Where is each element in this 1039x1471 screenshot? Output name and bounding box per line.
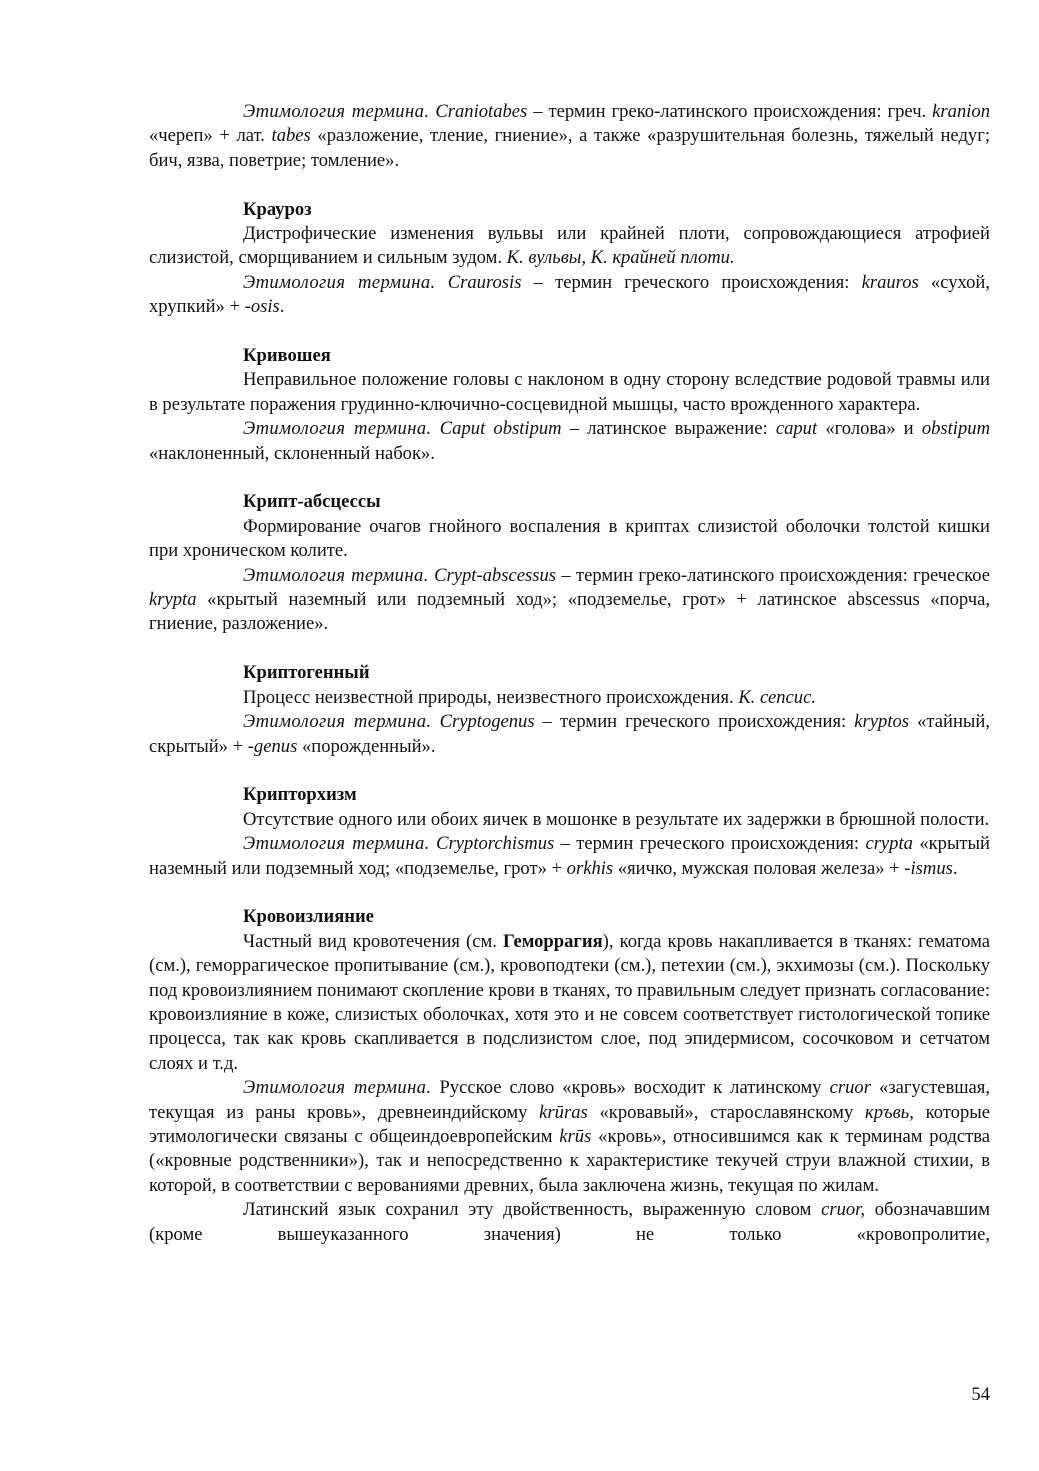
italic-term: Cryptogenus [439, 711, 535, 733]
text-run: обозначавшим (кроме вышеуказанного значения) не только «кровопролитие, [149, 1199, 990, 1245]
text-run: Частный вид кровотечения (см. [243, 930, 504, 952]
text-run: «кровавый», старославянскому [587, 1101, 866, 1123]
text-run: «разложение, тление, гниение», а также «разрушительная болезнь, тяжелый недуг; бич, язва, поветрие; томление». [149, 125, 990, 171]
italic-term: Crypt-abscessus [434, 564, 556, 586]
text-run: ), когда кровь накапливается в тканях: гематома (см.), геморрагическое пропитывание (см.), кровоподтеки (см.), петехии (см.), экхимозы (см.). Поскольку под кровоизлиянием понимают скопление крови в тканях, то правильным следует признать согласование: кровоизлияние в коже, слизистых оболочках, хотя это и не совсем соответствует гистологической топике процесса, так как кровь скапливается в подслизистом слое, под эпидермисом, сосочковом и сетчатом слоях и т.д. [149, 930, 990, 1074]
page-number: 54 [971, 1384, 990, 1405]
italic-term: krypta [149, 589, 197, 611]
italic-term: kryptos [854, 711, 910, 733]
text-run: «крытый наземный или подземный ход»; «подземелье, грот» + латинское abscessus «порча, гниение, разложение». [149, 589, 990, 635]
text-run: . [952, 857, 958, 879]
definition-paragraph [149, 808, 990, 832]
italic-term: tabes [271, 125, 311, 147]
italic-term: obstipum [921, 418, 990, 440]
etymology-paragraph [149, 100, 990, 173]
italic-term: kranion [932, 101, 990, 122]
text-run: «череп» + лат. [149, 125, 272, 147]
italic-term: krūras [539, 1101, 588, 1123]
text-run: Дистрофические изменения вульвы или крайней плоти, сопровождающиеся атрофией слизистой, сморщиванием и сильным зудом. [149, 223, 990, 269]
definition-paragraph [149, 368, 990, 417]
entry-heading: Криптогенный [243, 662, 370, 684]
dictionary-entry [149, 905, 990, 1247]
etymology-label: Этимология термина. [243, 564, 429, 586]
text-run [432, 418, 440, 439]
italic-term: Craurosis [447, 271, 522, 293]
entry-heading: Крипт-абсцессы [243, 491, 381, 513]
etymology-label: Этимология термина. [243, 711, 432, 733]
italic-term: cruor, [821, 1199, 865, 1221]
italic-term: cruor [829, 1077, 871, 1099]
text-run: – латинское выражение: [561, 418, 776, 440]
text-run: Неправильное положение головы с наклоном в одну сторону вследствие родовой травмы или в результате поражения грудинно-ключично-сосцевидной мышцы, часто врожденного характера. [149, 369, 990, 415]
definition-paragraph [149, 515, 990, 564]
italic-term: Craniotabes [435, 101, 528, 122]
italic-term: кръвь, [865, 1101, 914, 1123]
etymology-label: Этимология термина. [243, 1077, 432, 1099]
entry-heading: Кривошея [243, 345, 331, 367]
etymology-label: Этимология термина. [243, 833, 430, 855]
document-page [149, 100, 990, 1247]
text-run: – термин греко-латинского происхождения: греческое [555, 564, 990, 586]
etymology-label: Этимология термина. [243, 271, 436, 293]
italic-term: genus [253, 735, 298, 757]
text-run: «порожденный». [297, 735, 436, 757]
text-run: Процесс неизвестной природы, неизвестного происхождения. [243, 686, 739, 708]
text-run: Латинский язык сохранил эту двойственность, выраженную словом [243, 1199, 822, 1221]
text-run: которые этимологически связаны с общеиндоевропейским [149, 1101, 990, 1147]
text-run [431, 711, 439, 732]
text-run: Отсутствие одного или обоих яичек в мошонке в результате их задержки в брюшной полости. [243, 808, 990, 830]
text-run: «кровь», относившимся как к терминам родства («кровные родственники»), так и непосредственно к характеристике текучей струи влажной стихии, в которой, в соответствии с верованиями древних, была заключена жизнь, текущая по жилам. [149, 1125, 990, 1196]
text-run [436, 272, 448, 293]
text-run: – термин греческого происхождения: [521, 271, 862, 293]
dictionary-content [149, 100, 990, 1247]
dictionary-entry [149, 661, 990, 759]
dictionary-entry [149, 100, 990, 173]
italic-term: caput [775, 418, 818, 440]
etymology-paragraph [149, 1076, 990, 1198]
text-run: Формирование очагов гнойного воспаления в криптах слизистой оболочки толстой кишки при хроническом колите. [149, 515, 990, 562]
text-run: «яичко, мужская половая железа» + - [613, 857, 911, 879]
etymology-paragraph [149, 564, 990, 637]
italic-term: osis [250, 296, 280, 318]
text-run: – термин греческого происхождения: [534, 711, 855, 733]
etymology-label: Этимология термина. [243, 418, 432, 440]
etymology-label: Этимология термина. [243, 101, 430, 122]
definition-paragraph [149, 686, 990, 710]
definition-paragraph [149, 1198, 990, 1247]
italic-term: krūs [559, 1125, 592, 1147]
text-run: . [279, 296, 285, 318]
text-run: «крытый наземный или подземный ход; «подземелье, грот» + [149, 833, 991, 879]
entry-heading: Крипторхизм [243, 784, 357, 806]
etymology-paragraph [149, 417, 990, 466]
dictionary-entry [149, 783, 990, 881]
dictionary-entry [149, 344, 990, 466]
dictionary-entry [149, 198, 990, 320]
italic-term: orkhis [566, 857, 614, 879]
cross-reference: Геморрагия [503, 930, 603, 952]
definition-paragraph [149, 930, 990, 1076]
text-run: «голова» и [817, 418, 922, 440]
etymology-paragraph [149, 832, 990, 881]
italic-term: Cryptorchismus [436, 833, 555, 855]
etymology-paragraph [149, 710, 990, 759]
text-run: – термин греко-латинского происхождения: греч. [527, 101, 933, 122]
italic-term: krauros [861, 271, 919, 293]
etymology-paragraph [149, 271, 990, 320]
definition-paragraph [149, 222, 990, 271]
text-run: «загустевшая, текущая из раны кровь», древнеиндийскому [149, 1077, 990, 1123]
italic-term: К. вульвы, К. крайней плоти. [506, 247, 735, 269]
italic-term: К. сепсис. [738, 686, 816, 708]
entry-heading: Крауроз [243, 198, 312, 220]
text-run: – термин греческого происхождения: [554, 833, 866, 855]
text-run: Русское слово «кровь» восходит к латинскому [431, 1077, 830, 1099]
text-run: «тайный, скрытый» + - [149, 711, 990, 757]
text-run: «наклоненный, склоненный набок». [149, 442, 435, 464]
entry-heading: Кровоизлияние [243, 906, 374, 928]
italic-term: Caput obstipum [439, 418, 562, 440]
italic-term: ismus [910, 857, 953, 879]
text-run: «сухой, хрупкий» + - [149, 271, 990, 318]
dictionary-entry [149, 490, 990, 636]
italic-term: crypta [865, 833, 913, 855]
